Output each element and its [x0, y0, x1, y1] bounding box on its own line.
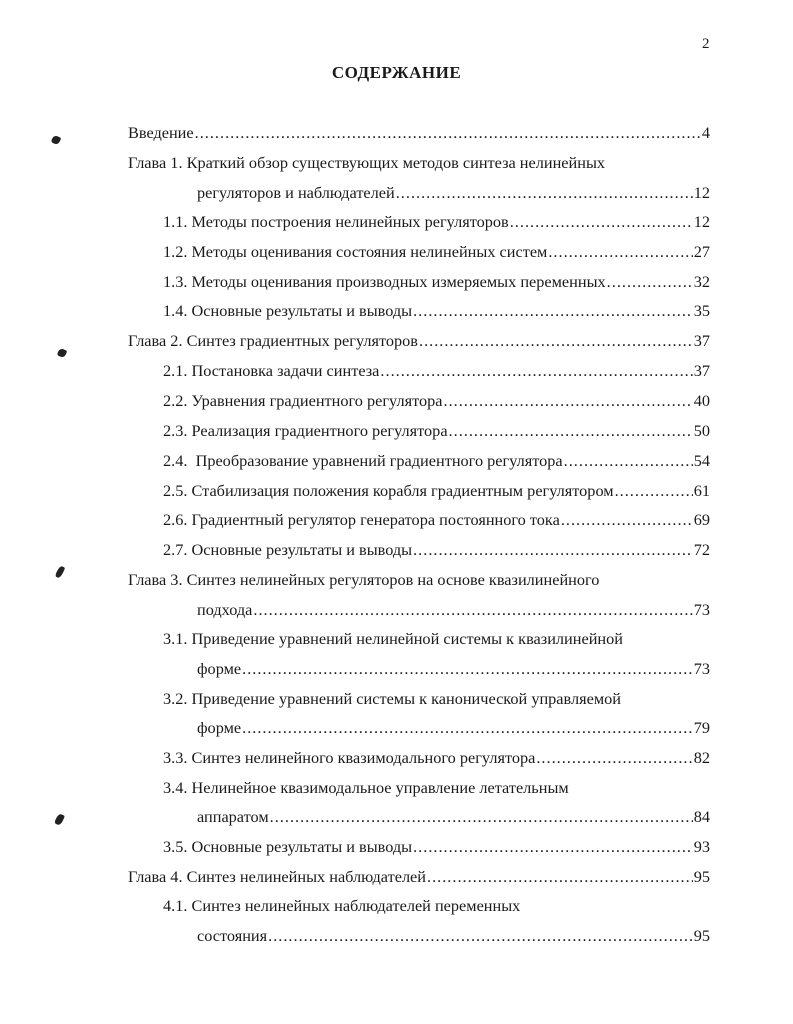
- toc-leader-dots: [268, 926, 693, 946]
- toc-leader-dots: [242, 718, 693, 738]
- toc-leader-dots: [449, 421, 693, 441]
- scan-mark: [54, 813, 65, 826]
- toc-page-number: 72: [693, 540, 710, 559]
- toc-entry-4-1-cont[interactable]: [197, 926, 710, 946]
- toc-page-number: 61: [693, 481, 710, 500]
- toc-entry-text: Синтез нелинейных наблюдателей переменных: [191, 896, 521, 915]
- toc-entry-number: 1.1.: [163, 212, 188, 231]
- toc-entry-3-1[interactable]: [163, 629, 710, 649]
- toc-entry-number: 2.7.: [163, 540, 188, 559]
- toc-entry-2-5[interactable]: [163, 481, 710, 501]
- toc-entry-number: 2.5.: [163, 481, 188, 500]
- toc-page-number: 4: [701, 123, 710, 142]
- scan-mark: [57, 348, 68, 359]
- toc-entry-text: Нелинейное квазимодальное управление летательным: [191, 778, 569, 797]
- toc-entry-text: аппаратом: [197, 807, 269, 826]
- toc-entry-3-4-cont[interactable]: [197, 807, 710, 827]
- toc-leader-dots: [242, 659, 693, 679]
- toc-entry-text: Приведение уравнений нелинейной системы к квазилинейной: [191, 629, 623, 648]
- toc-page-number: 35: [693, 301, 710, 320]
- page-title: СОДЕРЖАНИЕ: [331, 63, 462, 82]
- toc-entry-chapter-1[interactable]: [128, 153, 710, 173]
- toc-entry-chapter-3-cont[interactable]: [197, 600, 710, 620]
- toc-leader-dots: [536, 748, 692, 768]
- toc-leader-dots: [607, 272, 693, 292]
- toc-leader-dots: [413, 837, 693, 857]
- toc-page-number: 93: [693, 837, 710, 856]
- toc-page-number: 27: [693, 242, 710, 261]
- toc-entry-text: Синтез нелинейных регуляторов на основе квазилинейного: [186, 570, 600, 589]
- toc-page-number: 73: [693, 659, 710, 678]
- toc-entry-number: 3.3.: [163, 748, 188, 767]
- toc-page-number: 54: [693, 451, 710, 470]
- toc-entry-3-5[interactable]: [163, 837, 710, 857]
- toc-entry-number: 3.4.: [163, 778, 188, 797]
- toc-leader-dots: [427, 867, 693, 887]
- toc-page-number: 82: [693, 748, 710, 767]
- toc-entry-number: 2.6.: [163, 510, 188, 529]
- toc-page-number: 95: [693, 926, 710, 945]
- toc-page-number: 73: [693, 600, 710, 619]
- toc-page-number: 69: [693, 510, 710, 529]
- toc-entry-2-3[interactable]: [163, 421, 710, 441]
- toc-leader-dots: [564, 451, 693, 471]
- toc-entry-number: 2.3.: [163, 421, 188, 440]
- toc-entry-number: Глава 2.: [128, 331, 183, 350]
- toc-page-number: 37: [693, 331, 710, 350]
- toc-entry-2-4[interactable]: [163, 451, 710, 471]
- toc-entry-text: форме: [197, 718, 242, 737]
- toc-entry-text: Методы оценивания производных измеряемых переменных: [191, 272, 606, 291]
- toc-entry-number: 1.4.: [163, 301, 188, 320]
- toc-leader-dots: [413, 540, 693, 560]
- toc-page-number: 40: [693, 391, 710, 410]
- toc-page-number: 95: [693, 867, 710, 886]
- toc-entry-text: подхода: [197, 600, 253, 619]
- toc-entry-number: Глава 4.: [128, 867, 183, 886]
- toc-page-number: 32: [693, 272, 710, 291]
- toc-entry-text: форме: [197, 659, 242, 678]
- toc-entry-number: Глава 1.: [128, 153, 183, 172]
- toc-leader-dots: [510, 212, 693, 232]
- toc-entry-text: Методы построения нелинейных регуляторов: [191, 212, 509, 231]
- toc-entry-text: Реализация градиентного регулятора: [191, 421, 448, 440]
- toc-page-number: 12: [693, 183, 710, 202]
- toc-page-number: 12: [693, 212, 710, 231]
- toc-entry-3-2-cont[interactable]: [197, 718, 710, 738]
- toc-entry-1-2[interactable]: [163, 242, 710, 262]
- toc-entry-3-2[interactable]: [163, 689, 710, 709]
- toc-leader-dots: [195, 123, 701, 143]
- toc-leader-dots: [419, 331, 693, 351]
- toc-leader-dots: [253, 600, 692, 620]
- toc-entry-2-7[interactable]: [163, 540, 710, 560]
- toc-entry-2-1[interactable]: [163, 361, 710, 381]
- toc-leader-dots: [561, 510, 693, 530]
- toc-entry-text: Градиентный регулятор генератора постоянного тока: [191, 510, 560, 529]
- toc-entry-number: 4.1.: [163, 896, 188, 915]
- toc-entry-number: 2.4.: [163, 451, 188, 470]
- toc-entry-1-1[interactable]: [163, 212, 710, 232]
- toc-entry-text: Введение: [128, 123, 194, 142]
- toc-entry-3-1-cont[interactable]: [197, 659, 710, 679]
- toc-leader-dots: [396, 183, 693, 203]
- toc-entry-text: Синтез нелинейного квазимодального регулятора: [191, 748, 536, 767]
- toc-entry-text: Основные результаты и выводы: [191, 301, 413, 320]
- toc-page-number: 37: [693, 361, 710, 380]
- scan-mark: [55, 565, 66, 578]
- scan-mark: [51, 135, 62, 146]
- toc-entry-number: 3.1.: [163, 629, 188, 648]
- toc-entry-text: Синтез нелинейных наблюдателей: [186, 867, 427, 886]
- toc-entry-number: 2.2.: [163, 391, 188, 410]
- page-number: 2: [702, 36, 710, 52]
- toc-entry-text: регуляторов и наблюдателей: [197, 183, 395, 202]
- toc-page-number: 79: [693, 718, 710, 737]
- toc-entry-chapter-4[interactable]: [128, 867, 710, 887]
- toc-page-number: 84: [693, 807, 710, 826]
- toc-entry-3-4[interactable]: [163, 778, 710, 798]
- toc-entry-number: 3.5.: [163, 837, 188, 856]
- toc-entry-text: Методы оценивания состояния нелинейных систем: [191, 242, 548, 261]
- toc-entry-text: состояния: [197, 926, 268, 945]
- toc-entry-number: 1.3.: [163, 272, 188, 291]
- toc-entry-text: Основные результаты и выводы: [191, 837, 413, 856]
- toc-entry-text: Краткий обзор существующих методов синтеза нелинейных: [186, 153, 606, 172]
- toc-entry-number: Глава 3.: [128, 570, 183, 589]
- toc-entry-text: Преобразование уравнений градиентного регулятора: [195, 451, 563, 470]
- toc-entry-chapter-3[interactable]: [128, 570, 710, 590]
- toc-leader-dots: [548, 242, 692, 262]
- toc-entry-4-1[interactable]: [163, 896, 710, 916]
- toc-entry-number: 1.2.: [163, 242, 188, 261]
- toc-entry-1-4[interactable]: [163, 301, 710, 321]
- toc-entry-chapter-1-cont[interactable]: [197, 183, 710, 203]
- toc-entry-number: 3.2.: [163, 689, 188, 708]
- toc-entry-text: Уравнения градиентного регулятора: [191, 391, 443, 410]
- toc-page-number: 50: [693, 421, 710, 440]
- toc-entry-text: Синтез градиентных регуляторов: [186, 331, 418, 350]
- toc-entry-number: 2.1.: [163, 361, 188, 380]
- toc-leader-dots: [413, 301, 693, 321]
- toc-entry-text: Приведение уравнений системы к канонической управляемой: [191, 689, 622, 708]
- toc-entry-1-3[interactable]: [163, 272, 710, 292]
- toc-leader-dots: [444, 391, 693, 411]
- toc-entry-text: Постановка задачи синтеза: [191, 361, 380, 380]
- toc-leader-dots: [615, 481, 693, 501]
- toc-entry-chapter-2[interactable]: [128, 331, 710, 351]
- toc-entry-intro[interactable]: [128, 123, 710, 143]
- toc-leader-dots: [270, 807, 693, 827]
- toc-entry-2-2[interactable]: [163, 391, 710, 411]
- toc-leader-dots: [380, 361, 692, 381]
- toc-entry-text: Основные результаты и выводы: [191, 540, 413, 559]
- toc-entry-2-6[interactable]: [163, 510, 710, 530]
- toc-entry-3-3[interactable]: [163, 748, 710, 768]
- toc-entry-text: Стабилизация положения корабля градиентным регулятором: [191, 481, 614, 500]
